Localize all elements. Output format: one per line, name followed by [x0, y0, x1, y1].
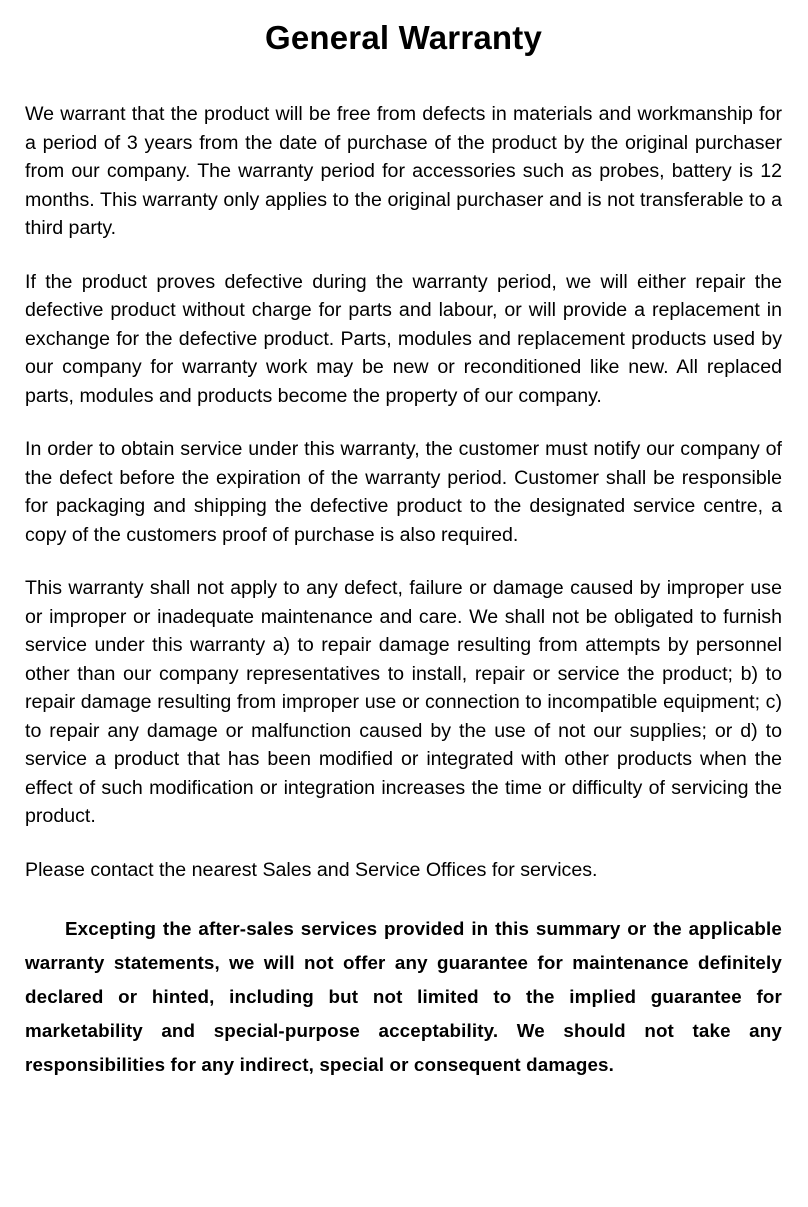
- repair-replacement-paragraph: If the product proves defective during the warranty period, we will either repair the defective product without charge for parts and labour, or will provide a replacement in exchange for the defective product. Parts, modules and replacement products used by our company for warranty work may be new or reconditioned like new. All replaced parts, modules and products become the property of our company.: [25, 270, 782, 407]
- exclusions-paragraph: This warranty shall not apply to any defect, failure or damage caused by improper use or improper or inadequate maintenance and care. We shall not be obligated to furnish service under this warranty a) to repair damage resulting from attempts by personnel other than our company representatives to install, repair or service the product; b) to repair damage resulting from improper use or connection to incompatible equipment; c) to repair any damage or malfunction caused by the use of not our supplies; or d) to service a product that has been modified or integrated with other products when the effect of such modification or integration increases the time or difficulty of servicing the product.: [25, 577, 782, 827]
- service-procedure-paragraph: In order to obtain service under this warranty, the customer must notify our company of the defect before the expiration of the warranty period. Customer shall be responsible for packaging and shipping the defective product to the designated service centre, a copy of the customers proof of purchase is also required.: [25, 438, 782, 546]
- warranty-period-paragraph: We warrant that the product will be free from defects in materials and workmanship for a period of 3 years from the date of purchase of the product by the original purchaser from our company. The warranty period for accessories such as probes, battery is 12 months. This warranty only applies to the original purchaser and is not transferable to a third party.: [25, 103, 782, 239]
- warranty-page: [25, 0, 782, 1082]
- page-title: General Warranty: [264, 19, 543, 56]
- contact-paragraph: Please contact the nearest Sales and Service Offices for services.: [25, 858, 598, 881]
- disclaimer-paragraph: Excepting the after-sales services provided in this summary or the applicable warranty statements, we will not offer any guarantee for maintenance definitely declared or hinted, including but not limited to the implied guarantee for marketability and special-purpose acceptability. We should not take any responsibilities for any indirect, special or consequent damages.: [25, 918, 782, 1075]
